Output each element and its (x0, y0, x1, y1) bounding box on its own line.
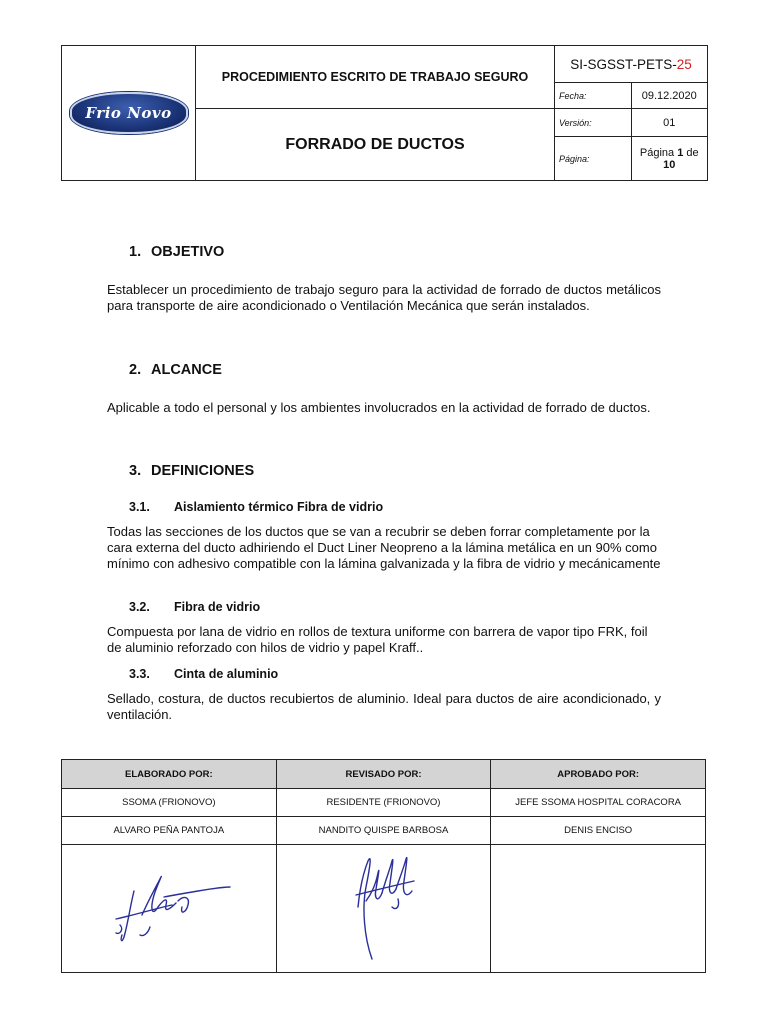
pagina-prefix: Página (639, 146, 678, 159)
subsection-text-fibra: Compuesta por lana de vidrio en rollos de textura uniforme con barrera de vapor tipo FRK, foil de aluminio reforzado con hilos de vidrio y papel Kraff.. (107, 624, 648, 655)
elaborado-signature-cell (62, 845, 277, 973)
aprobado-name: DENIS ENCISO (491, 817, 706, 845)
subsection-heading-fibra (129, 600, 260, 614)
logo-cell (62, 46, 196, 181)
subsection-heading-cinta (129, 667, 278, 681)
pagina-value (631, 137, 708, 181)
document-code-prefix: SI-SGSST-PETS- (570, 56, 677, 72)
document-subtitle-cell (196, 109, 555, 181)
section-text-objetivo: Establecer un procedimiento de trabajo seguro para la actividad de forrado de ductos metálicos para transporte de aire acondicionado o Ventilación Mecánica que serán instalados. (107, 282, 661, 313)
section-title: OBJETIVO (151, 244, 225, 260)
document-code (555, 46, 708, 83)
revisado-signature-cell (276, 845, 491, 973)
version-label: Versión: (555, 109, 632, 137)
subsection-title: Aislamiento térmico Fibra de vidrio (174, 500, 384, 514)
pagina-label: Página: (555, 137, 632, 181)
version-value: 01 (631, 109, 708, 137)
fecha-label: Fecha: (555, 83, 632, 109)
subsection-heading-aislamiento (129, 500, 383, 514)
subsection-text-aislamiento: Todas las secciones de los ductos que se van a recubrir se deben forrar completamente por la cara externa del ducto adhiriendo el Duct Liner Neopreno a la lámina metálica en un 90% como mínimo con adhesivo compatible con la lámina galvanizada y la fibra de vidrio y mecánicamente (107, 524, 661, 571)
section-heading-objetivo (129, 244, 224, 260)
elaborado-signature (94, 857, 244, 957)
section-title: ALCANCE (151, 362, 222, 378)
fecha-value: 09.12.2020 (631, 83, 708, 109)
elaborado-role: SSOMA (FRIONOVO) (62, 789, 277, 817)
section-number: 2. (129, 362, 142, 378)
aprobado-header: APROBADO POR: (491, 760, 706, 789)
revisado-role: RESIDENTE (FRIONOVO) (276, 789, 491, 817)
subsection-text-cinta: Sellado, costura, de ductos recubiertos de aluminio. Ideal para ductos de aire acondicionado, y ventilación. (107, 691, 661, 722)
subsection-number: 3.2. (129, 600, 150, 614)
revisado-name: NANDITO QUISPE BARBOSA (276, 817, 491, 845)
section-text-alcance: Aplicable a todo el personal y los ambientes involucrados en la actividad de forrado de ductos. (107, 400, 651, 415)
pagina-total: 10 (663, 158, 676, 171)
document-title-cell (196, 46, 555, 109)
approval-table (61, 759, 706, 973)
elaborado-name: ALVARO PEÑA PANTOJA (62, 817, 277, 845)
pagina-current: 1 (677, 146, 684, 159)
section-title: DEFINICIONES (151, 463, 255, 479)
subsection-title: Cinta de aluminio (174, 667, 279, 681)
section-number: 3. (129, 463, 142, 479)
revisado-signature (328, 847, 438, 967)
document-code-number: 25 (676, 56, 692, 72)
document-subtitle: FORRADO DE DUCTOS (285, 135, 465, 153)
aprobado-signature-cell (491, 845, 706, 973)
section-heading-alcance (129, 362, 222, 378)
company-logo: Frio Novo (70, 92, 188, 134)
section-heading-definiciones (129, 463, 254, 479)
pagina-of: de (683, 146, 699, 159)
section-number: 1. (129, 244, 142, 260)
subsection-number: 3.3. (129, 667, 150, 681)
document-title: PROCEDIMIENTO ESCRITO DE TRABAJO SEGURO (221, 70, 529, 84)
document-header (61, 45, 708, 181)
aprobado-role: JEFE SSOMA HOSPITAL CORACORA (491, 789, 706, 817)
subsection-title: Fibra de vidrio (174, 600, 261, 614)
elaborado-header: ELABORADO POR: (62, 760, 277, 789)
subsection-number: 3.1. (129, 500, 150, 514)
revisado-header: REVISADO POR: (276, 760, 491, 789)
